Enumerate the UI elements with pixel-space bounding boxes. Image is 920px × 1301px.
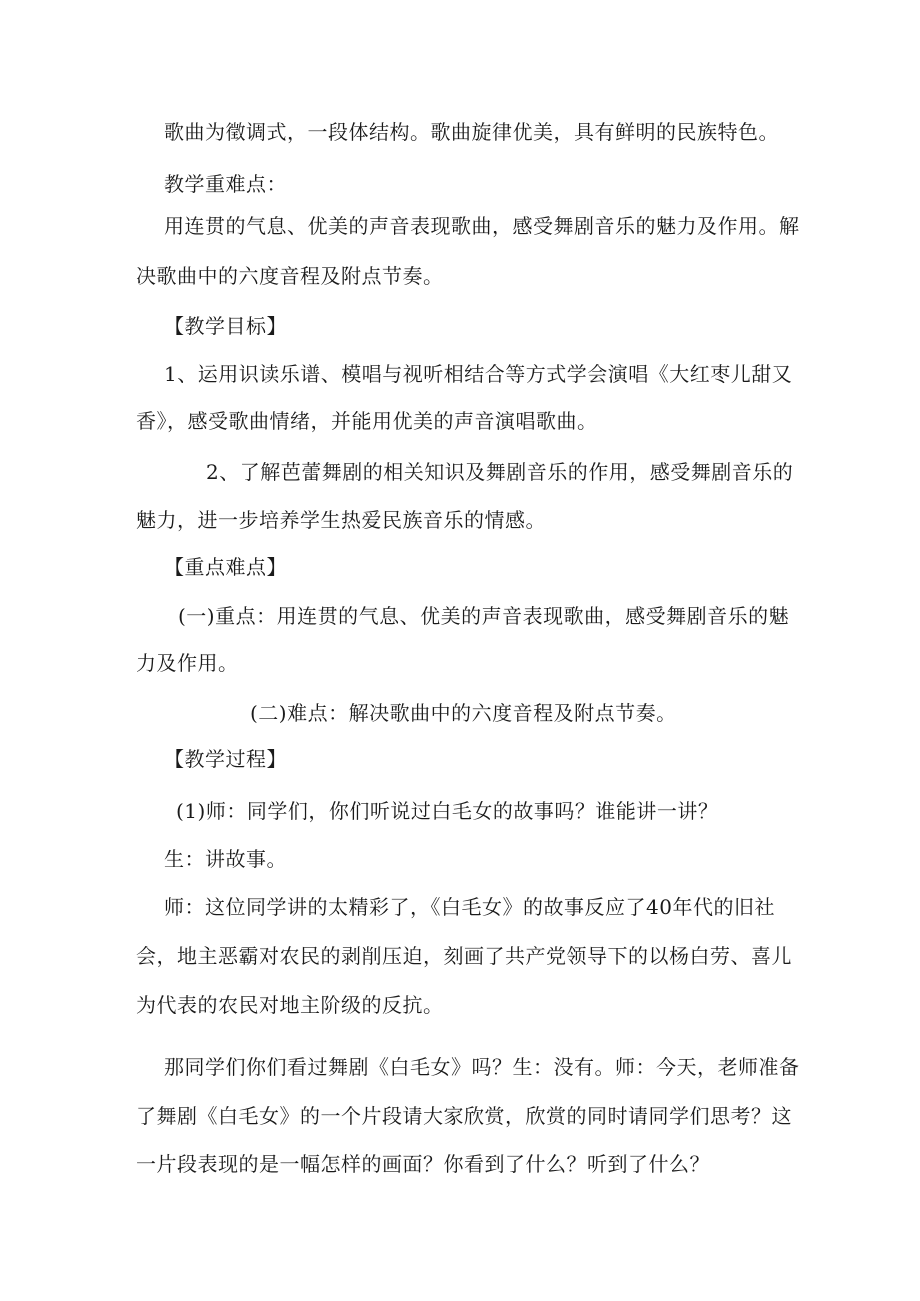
paragraph-line: 魅力，进一步培养学生热爱民族音乐的情感。 xyxy=(136,508,546,532)
paragraph-line: 力及作用。 xyxy=(136,651,239,675)
section-heading: 【重点难点】 xyxy=(164,555,287,579)
paragraph-line: 香》，感受歌曲情绪，并能用优美的声音演唱歌曲。 xyxy=(136,409,598,433)
paragraph-line: 师：这位同学讲的太精彩了，《白毛女》的故事反应了40年代的旧社 xyxy=(164,895,775,919)
paragraph-line: 用连贯的气息、优美的声音表现歌曲，感受舞剧音乐的魅力及作用。解 xyxy=(164,214,800,238)
section-heading: 【教学过程】 xyxy=(164,747,287,771)
paragraph-line: (1)师：同学们，你们听说过白毛女的故事吗？谁能讲一讲？ xyxy=(176,799,719,823)
paragraph-line: 1、运用识读乐谱、模唱与视听相结合等方式学会演唱《大红枣儿甜又 xyxy=(164,362,793,386)
paragraph-line: 一片段表现的是一幅怎样的画面？你看到了什么？听到了什么？ xyxy=(136,1152,710,1176)
paragraph-line: 决歌曲中的六度音程及附点节奏。 xyxy=(136,264,444,288)
paragraph-line: 那同学们你们看过舞剧《白毛女》吗？生：没有。师：今天，老师准备 xyxy=(164,1055,800,1079)
paragraph-line: 歌曲为徵调式，一段体结构。歌曲旋律优美，具有鲜明的民族特色。 xyxy=(164,120,779,144)
section-label: 教学重难点： xyxy=(164,172,287,196)
paragraph-line: 会，地主恶霸对农民的剥削压迫，刻画了共产党领导下的以杨白劳、喜儿 xyxy=(136,944,792,968)
paragraph-line: 生：讲故事。 xyxy=(164,847,287,871)
paragraph-line: (二)难点：解决歌曲中的六度音程及附点节奏。 xyxy=(250,701,677,725)
section-heading: 【教学目标】 xyxy=(164,314,287,338)
paragraph-line: 了舞剧《白毛女》的一个片段请大家欣赏，欣赏的同时请同学们思考？这 xyxy=(136,1104,792,1128)
paragraph-line: 为代表的农民对地主阶级的反抗。 xyxy=(136,993,444,1017)
paragraph-line: 2、了解芭蕾舞剧的相关知识及舞剧音乐的作用，感受舞剧音乐的 xyxy=(206,460,794,484)
paragraph-line: (一)重点：用连贯的气息、优美的声音表现歌曲，感受舞剧音乐的魅 xyxy=(178,604,790,628)
